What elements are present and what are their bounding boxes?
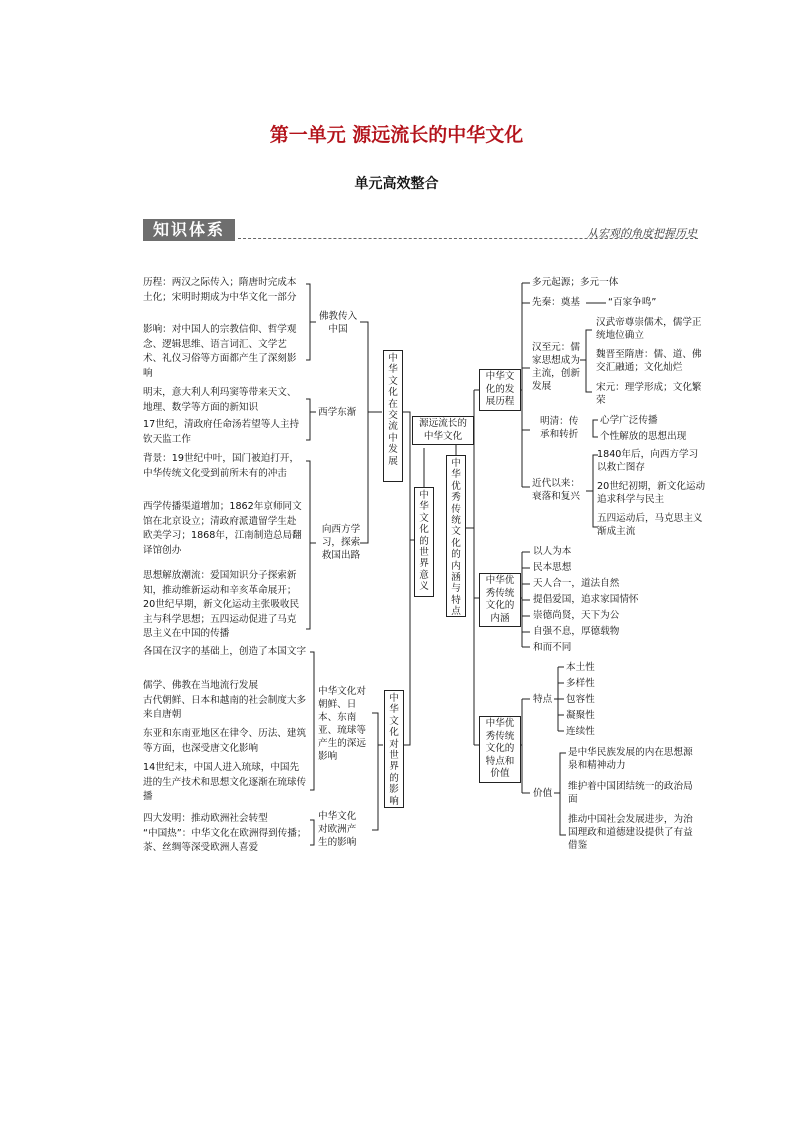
value-item-2: 维护着中国团结统一的政治局面 bbox=[568, 781, 693, 805]
node-europe: 中华文化对欧洲产生的影响 bbox=[318, 811, 357, 848]
node-connotation: 中华优秀传统文化的内涵 bbox=[479, 573, 521, 627]
asia-item-4: 14世纪末，中国人进入琉球，中国先进的生产技术和思想文化逐渐在琉球传播 bbox=[143, 762, 307, 802]
node-traits: 特点 bbox=[533, 694, 553, 705]
connotation-item-5: 崇德尚贤，天下为公 bbox=[533, 610, 620, 621]
west-item-1: 明末，意大利人利玛窦等带来天文、地理、数学等方面的新知识 bbox=[143, 387, 297, 413]
connotation-item-3: 天人合一，道法自然 bbox=[533, 578, 620, 589]
connotation-item-2: 民本思想 bbox=[533, 562, 572, 573]
value-item-3: 推动中国社会发展进步，为治国理政和道德建设提供了有益借鉴 bbox=[568, 814, 693, 851]
course-preqin-detail: “百家争鸣” bbox=[608, 297, 657, 308]
connotation-item-4: 提倡爱国，追求家国情怀 bbox=[533, 594, 639, 605]
course-preqin: 先秦：奠基 bbox=[532, 297, 580, 308]
connotation-item-1: 以人为本 bbox=[533, 546, 572, 557]
asia-item-2: 儒学、佛教在当地流行发展 古代朝鲜、日本和越南的社会制度大多来自唐朝 bbox=[143, 680, 307, 720]
node-learn-west: 向西方学习，探索救国出路 bbox=[321, 524, 361, 561]
hanyuan-item-2: 魏晋至隋唐：儒、道、佛交汇融通；文化灿烂 bbox=[596, 349, 702, 373]
asia-item-1: 各国在汉字的基础上，创造了本国文字 bbox=[143, 646, 307, 657]
trait-5: 连续性 bbox=[566, 726, 595, 737]
node-west: 西学东渐 bbox=[318, 407, 357, 418]
west-item-2: 17世纪，清政府任命汤若望等人主持钦天监工作 bbox=[143, 419, 300, 445]
value-item-1: 是中华民族发展的内在思想源泉和精神动力 bbox=[568, 747, 693, 771]
course-modern: 近代以来：衰落和复兴 bbox=[532, 478, 580, 502]
hanyuan-item-1: 汉武帝尊崇儒术，儒学正统地位确立 bbox=[596, 317, 702, 341]
node-course: 中华文化的发展历程 bbox=[479, 369, 521, 411]
node-value: 价值 bbox=[533, 788, 553, 799]
page-title: 第一单元 源远流长的中华文化 bbox=[269, 124, 524, 146]
node-buddhism: 佛教传入中国 bbox=[318, 311, 358, 335]
connotation-item-6: 自强不息，厚德载物 bbox=[533, 626, 620, 637]
node-center: 源远流长的中华文化 bbox=[412, 416, 474, 445]
trait-4: 凝聚性 bbox=[566, 710, 595, 721]
course-hanyuan: 汉至元：儒家思想成为主流，创新发展 bbox=[532, 342, 580, 392]
page-subtitle: 单元高效整合 bbox=[354, 176, 439, 192]
europe-item: 四大发明：推动欧洲社会转型 “中国热”：中华文化在欧洲得到传播；茶、丝绸等深受欧洲人喜爱 bbox=[143, 813, 307, 853]
node-essence: 中华优秀传统文化的内涵与特点 bbox=[446, 455, 466, 617]
node-asia: 中华文化对朝鲜、日本、东南亚、琉球等产生的深远影响 bbox=[318, 686, 366, 762]
buddhism-impact: 影响：对中国人的宗教信仰、哲学观念、逻辑思维、语言词汇、文学艺术、礼仪习俗等方面都产生了深刻影响 bbox=[143, 324, 297, 379]
learn-channels: 西学传播渠道增加；1862年京师同文馆在北京设立；清政府派遣留学生赴欧美学习；1868年，江南制造总局翻译馆创办 bbox=[143, 501, 302, 556]
banner-caption: 从宏观的角度把握历史 bbox=[587, 227, 697, 240]
mingqing-item-2: 个性解放的思想出现 bbox=[600, 431, 687, 442]
hanyuan-item-3: 宋元：理学形成；文化繁荣 bbox=[596, 382, 702, 406]
trait-3: 包容性 bbox=[566, 694, 595, 705]
node-exchange: 中华文化在交流中发展 bbox=[383, 350, 403, 482]
node-features: 中华优秀传统文化的特点和价值 bbox=[479, 716, 521, 783]
modern-item-1: 1840年后，向西方学习以救亡图存 bbox=[597, 449, 699, 473]
buddhism-history: 历程：两汉之际传入；隋唐时完成本土化；宋明时期成为中华文化一部分 bbox=[143, 277, 297, 303]
node-influence: 中华文化对世界的影响 bbox=[384, 690, 404, 808]
connotation-item-7: 和而不同 bbox=[533, 642, 572, 653]
trait-1: 本土性 bbox=[566, 662, 595, 673]
course-mingqing: 明清：传承和转折 bbox=[540, 416, 579, 440]
trait-2: 多样性 bbox=[566, 678, 595, 689]
modern-item-3: 五四运动后，马克思主义渐成主流 bbox=[597, 513, 703, 537]
section-banner: 知识体系 bbox=[143, 219, 235, 241]
learn-background: 背景：19世纪中叶，国门被迫打开，中华传统文化受到前所未有的冲击 bbox=[143, 453, 300, 479]
mingqing-item-1: 心学广泛传播 bbox=[600, 415, 658, 426]
node-world-significance: 中华文化的世界意义 bbox=[414, 487, 434, 597]
modern-item-2: 20世纪初期，新文化运动追求科学与民主 bbox=[597, 481, 706, 505]
asia-item-3: 东亚和东南亚地区在律令、历法、建筑等方面，也深受唐文化影响 bbox=[143, 728, 307, 754]
learn-thought: 思想解放潮流：爱国知识分子探索新知，推动维新运动和辛亥革命展开；20世纪早期，新文化运动主张吸收民主与科学思想；五四运动促进了马克思主义在中国的传播 bbox=[143, 570, 300, 639]
course-pluralism: 多元起源；多元一体 bbox=[532, 277, 619, 288]
